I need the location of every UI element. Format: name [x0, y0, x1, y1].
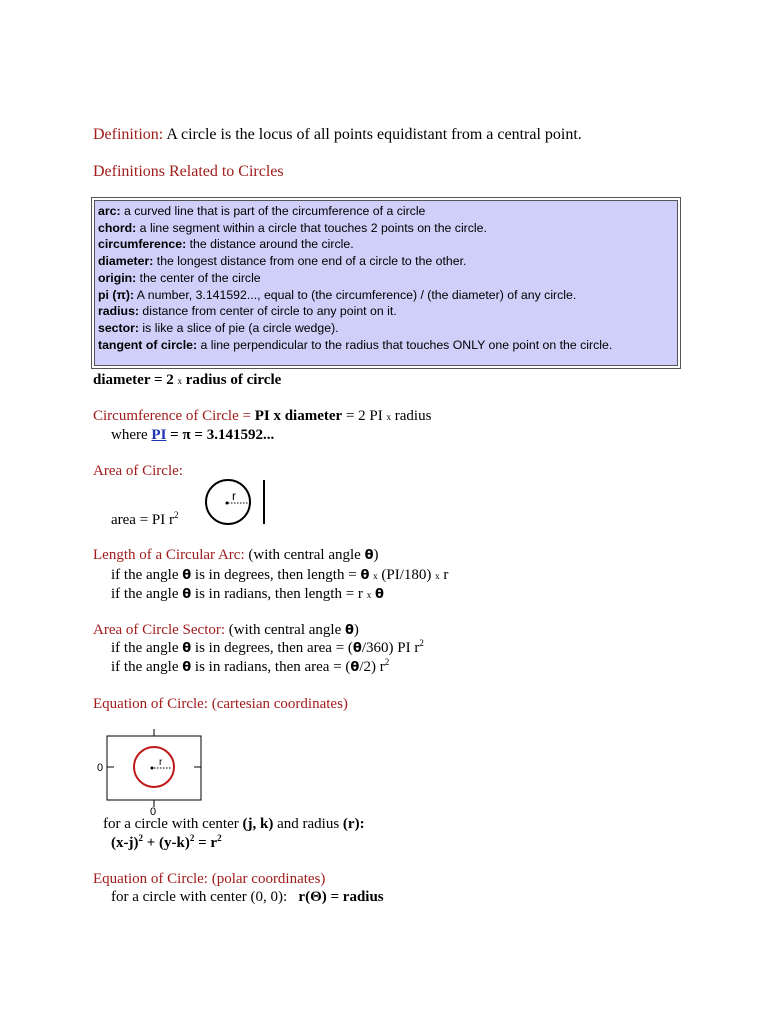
arc-heading-note: (with central angle: [244, 547, 365, 563]
area-formula-sup: 2: [174, 510, 179, 520]
sector-rad-c: /2) r: [359, 659, 385, 675]
theta-symbol: θ: [364, 548, 374, 563]
definition-text: A circle is the locus of all points equidistant from a central point.: [163, 126, 582, 143]
arc-deg-d: r: [439, 567, 449, 583]
x-axis-zero-label: 0: [150, 806, 157, 816]
definition-item: [98, 337, 674, 354]
cart-eq-c: = r: [194, 835, 218, 851]
sector-radians-line: [111, 658, 389, 677]
cartesian-radius-label: r: [159, 757, 163, 768]
arc-rad-a: if the angle: [111, 586, 183, 602]
sector-rad-a: if the angle: [111, 659, 183, 675]
definition-item: [98, 220, 674, 237]
definition-text: a line segment within a circle that touches 2 points on the circle.: [136, 220, 487, 235]
area-formula-text: area = PI r: [111, 512, 175, 528]
diameter-formula-a: diameter = 2: [93, 372, 178, 388]
definition-text: A number, 3.141592..., equal to (the circumference) / (the diameter) of any circle.: [134, 287, 577, 302]
sector-heading: [93, 621, 359, 640]
definition-term: circumference:: [98, 237, 187, 252]
where-text: where: [111, 427, 152, 443]
cartesian-circle-center: [151, 767, 154, 770]
theta-symbol: θ: [182, 587, 192, 602]
definition-text: a line perpendicular to the radius that touches ONLY one point on the circle.: [197, 337, 613, 352]
circumference-rest: = 2 PI: [342, 408, 387, 424]
related-heading: Definitions Related to Circles: [93, 163, 284, 180]
cart-eq-sup-3: 2: [217, 833, 222, 843]
circumference-times: x: [386, 412, 391, 422]
definition-term: sector:: [98, 320, 140, 335]
cart-eq-b: + (y-k): [142, 835, 190, 851]
theta-symbol: θ: [182, 660, 192, 675]
cart-eq-sup-1: 2: [138, 833, 143, 843]
arc-deg-a: if the angle: [111, 567, 183, 583]
arc-rad-times: x: [366, 590, 372, 600]
area-circle-diagram: [200, 477, 275, 529]
arc-heading-close: ): [373, 547, 379, 563]
definition-text: the distance around the circle.: [186, 237, 354, 252]
sector-degrees-line: [111, 639, 424, 658]
sector-deg-a: if the angle: [111, 640, 183, 656]
circumference-line: [93, 407, 431, 427]
definition-label: Definition:: [93, 126, 164, 143]
definitions-list: [94, 200, 678, 366]
diameter-formula-times: x: [177, 376, 182, 386]
definition-text: is like a slice of pie (a circle wedge).: [139, 320, 339, 335]
sector-heading-close: ): [353, 622, 359, 638]
definitions-box: [91, 197, 681, 369]
definition-text: the center of the circle: [136, 270, 261, 285]
definition-term: pi (π):: [98, 287, 135, 302]
arc-degrees-line: [111, 566, 448, 586]
cartesian-equation: [111, 834, 222, 853]
cartesian-description: [103, 815, 365, 834]
definition-text: the longest distance from one end of a circle to the other.: [153, 254, 467, 269]
cart-eq-sup-2: 2: [189, 833, 195, 843]
polar-description: [111, 888, 384, 907]
arc-rad-b: is in radians, then length = r: [191, 586, 367, 602]
sector-heading-label: Area of Circle Sector:: [93, 622, 226, 638]
cart-eq-a: (x-j): [111, 835, 139, 851]
definition-item: [98, 203, 674, 220]
definition-term: radius:: [98, 304, 139, 319]
arc-heading: [93, 546, 379, 565]
polar-desc-a: for a circle with center (0, 0):: [111, 889, 299, 905]
cart-desc-radius: (r):: [342, 816, 365, 832]
area-circle-radius-label: r: [232, 489, 236, 503]
area-heading: Area of Circle:: [93, 463, 183, 479]
diameter-formula: [93, 371, 281, 391]
arc-deg-b: is in degrees, then length =: [191, 567, 361, 583]
polar-equation: r(Θ) = radius: [298, 889, 384, 905]
theta-symbol: θ: [352, 641, 362, 656]
cartesian-diagram: [94, 728, 206, 816]
definition-text: distance from center of circle to any point on it.: [139, 304, 397, 319]
cartesian-heading: Equation of Circle: (cartesian coordinates): [93, 696, 348, 712]
definition-term: tangent of circle:: [98, 337, 198, 352]
pi-value-line: [111, 426, 274, 445]
arc-deg-times-2: x: [435, 571, 440, 581]
theta-symbol: θ: [182, 641, 192, 656]
definition-item: [98, 287, 674, 304]
definition-item: [98, 320, 674, 337]
definition-item: [98, 270, 674, 287]
definition-item: [98, 253, 674, 270]
sector-rad-sup: 2: [384, 657, 390, 667]
arc-radians-line: [111, 585, 384, 605]
sector-rad-b: is in radians, then area = (: [191, 659, 351, 675]
definition-item: [98, 303, 674, 320]
pi-equation: = π = 3.141592...: [166, 427, 275, 443]
cart-desc-a: for a circle with center: [103, 816, 243, 832]
sector-deg-b: is in degrees, then area = (: [191, 640, 353, 656]
polar-heading: Equation of Circle: (polar coordinates): [93, 871, 326, 887]
y-axis-zero-label: 0: [97, 762, 104, 774]
diameter-formula-b: radius of circle: [182, 372, 282, 388]
cart-desc-c: and radius: [273, 816, 343, 832]
theta-symbol: θ: [182, 568, 192, 583]
theta-symbol: θ: [350, 660, 360, 675]
arc-heading-label: Length of a Circular Arc:: [93, 547, 245, 563]
arc-deg-times-1: x: [373, 571, 378, 581]
definition-term: arc:: [98, 204, 121, 218]
circumference-bold: PI x diameter: [254, 408, 343, 424]
cart-desc-center: (j, k): [242, 816, 274, 832]
definition-term: chord:: [98, 220, 137, 235]
theta-symbol: θ: [374, 587, 384, 602]
sector-deg-sup: 2: [419, 638, 424, 648]
circumference-label: Circumference of Circle =: [93, 408, 255, 424]
sector-deg-c: /360) PI r: [361, 640, 420, 656]
theta-symbol: θ: [360, 568, 370, 583]
definition-text: a curved line that is part of the circumference of a circle: [120, 204, 426, 218]
definition-term: origin:: [98, 270, 137, 285]
definition-item: [98, 236, 674, 253]
circumference-rest2: radius: [391, 408, 432, 424]
pi-link[interactable]: PI: [151, 427, 167, 443]
arc-deg-c: (PI/180): [377, 567, 436, 583]
sector-heading-note: (with central angle: [225, 622, 345, 638]
definition-line: [93, 125, 582, 144]
definition-term: diameter:: [98, 254, 154, 269]
area-formula: [111, 511, 179, 530]
theta-symbol: θ: [344, 623, 354, 638]
